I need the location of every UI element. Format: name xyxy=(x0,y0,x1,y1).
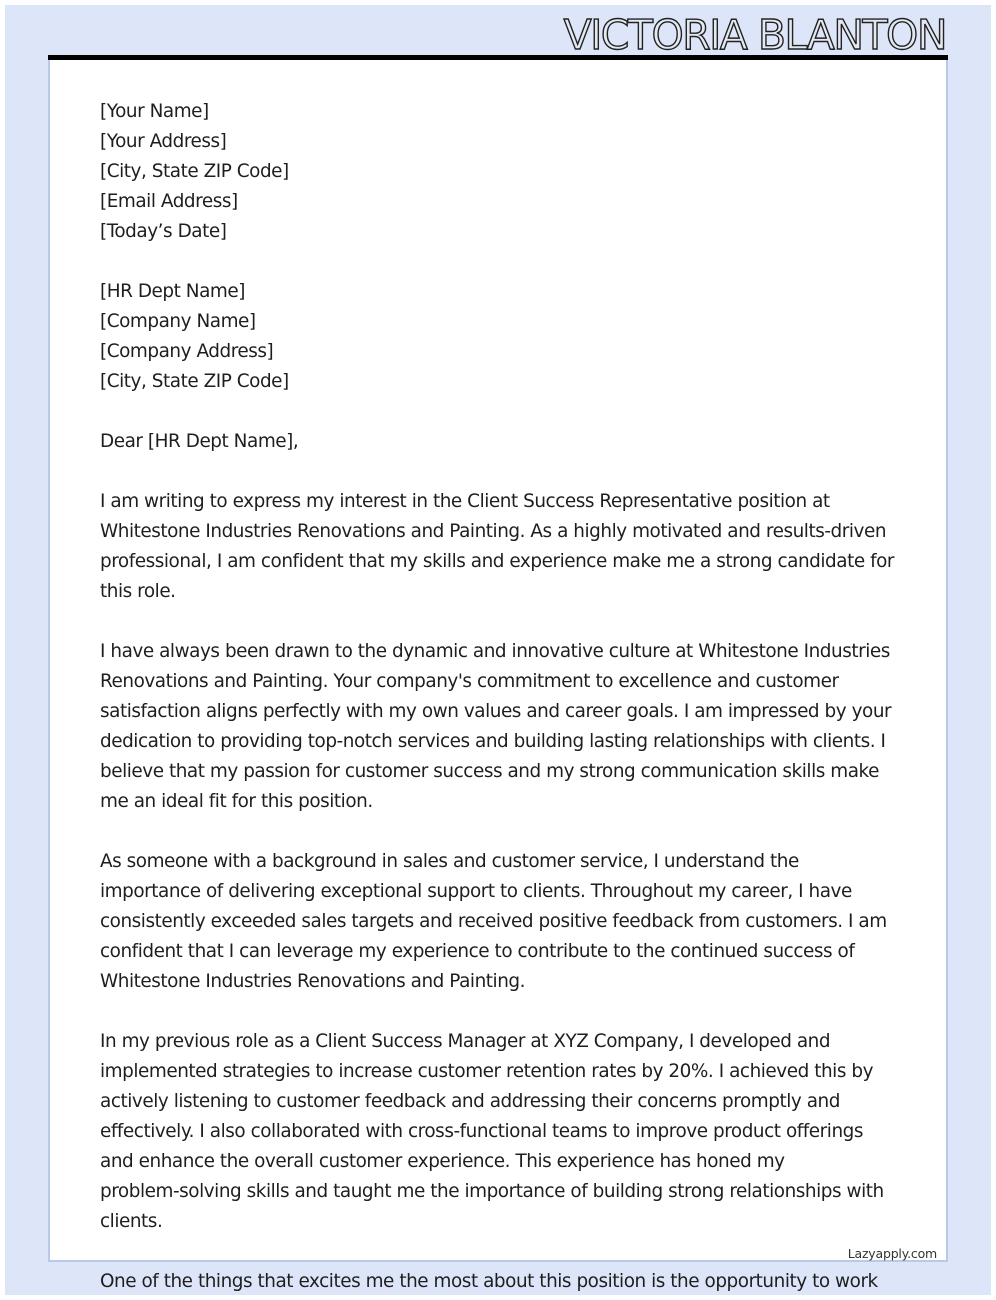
paragraph-line: clients. xyxy=(100,1211,163,1232)
paragraph-line: problem-solving skills and taught me the importance of building strong relationships with xyxy=(100,1181,884,1202)
sender-city-state-zip: [City, State ZIP Code] xyxy=(100,161,289,182)
applicant-name-heading: VICTORIA BLANTON xyxy=(563,11,946,59)
paragraph-excitement xyxy=(100,1267,900,1297)
paragraph-line: One of the things that excites me the most about this position is the opportunity to work xyxy=(100,1271,878,1292)
paragraph-line: Renovations and Painting. Your company's commitment to excellence and customer xyxy=(100,671,839,692)
paragraph-line: actively listening to customer feedback and addressing their concerns promptly and xyxy=(100,1091,840,1112)
sender-email: [Email Address] xyxy=(100,191,238,212)
paragraph-line: believe that my passion for customer success and my strong communication skills make xyxy=(100,761,879,782)
paragraph-line: me an ideal fit for this position. xyxy=(100,791,373,812)
paragraph-line: this role. xyxy=(100,581,176,602)
paragraph-previous-role xyxy=(100,1027,900,1237)
recipient-address: [Company Address] xyxy=(100,341,274,362)
paragraph-line: confident that I can leverage my experience to contribute to the continued success of xyxy=(100,941,855,962)
paragraph-line: consistently exceeded sales targets and received positive feedback from customers. I am xyxy=(100,911,887,932)
cover-letter-body xyxy=(100,97,900,1297)
paragraph-line: In my previous role as a Client Success Manager at XYZ Company, I developed and xyxy=(100,1031,831,1052)
watermark-lazyapply: Lazyapply.com xyxy=(847,1246,937,1261)
paragraph-line: I am writing to express my interest in the Client Success Representative position at xyxy=(100,491,830,512)
paragraph-line: As someone with a background in sales and customer service, I understand the xyxy=(100,851,799,872)
paragraph-company-fit xyxy=(100,637,900,817)
paragraph-line: professional, I am confident that my skills and experience make me a strong candidate for xyxy=(100,551,895,572)
recipient-block xyxy=(100,277,900,397)
recipient-dept: [HR Dept Name] xyxy=(100,281,245,302)
paragraph-background xyxy=(100,847,900,997)
recipient-city-state-zip: [City, State ZIP Code] xyxy=(100,371,289,392)
sender-name: [Your Name] xyxy=(100,101,209,122)
paragraph-intro xyxy=(100,487,900,607)
paragraph-line: effectively. I also collaborated with cross-functional teams to improve product offerings xyxy=(100,1121,864,1142)
sender-address: [Your Address] xyxy=(100,131,227,152)
paragraph-line: and enhance the overall customer experience. This experience has honed my xyxy=(100,1151,785,1172)
recipient-company: [Company Name] xyxy=(100,311,256,332)
paragraph-line: implemented strategies to increase customer retention rates by 20%. I achieved this by xyxy=(100,1061,874,1082)
paragraph-line: Whitestone Industries Renovations and Painting. xyxy=(100,971,526,992)
paragraph-line: I have always been drawn to the dynamic and innovative culture at Whitestone Industries xyxy=(100,641,890,662)
paragraph-line: dedication to providing top-notch services and building lasting relationships with clients. I xyxy=(100,731,886,752)
paragraph-line: importance of delivering exceptional support to clients. Throughout my career, I have xyxy=(100,881,852,902)
letter-date: [Today’s Date] xyxy=(100,221,227,242)
salutation: Dear [HR Dept Name], xyxy=(100,431,299,452)
sender-block xyxy=(100,97,900,247)
paragraph-line: Whitestone Industries Renovations and Painting. As a highly motivated and results-driven xyxy=(100,521,887,542)
paragraph-line: satisfaction aligns perfectly with my own values and career goals. I am impressed by your xyxy=(100,701,892,722)
